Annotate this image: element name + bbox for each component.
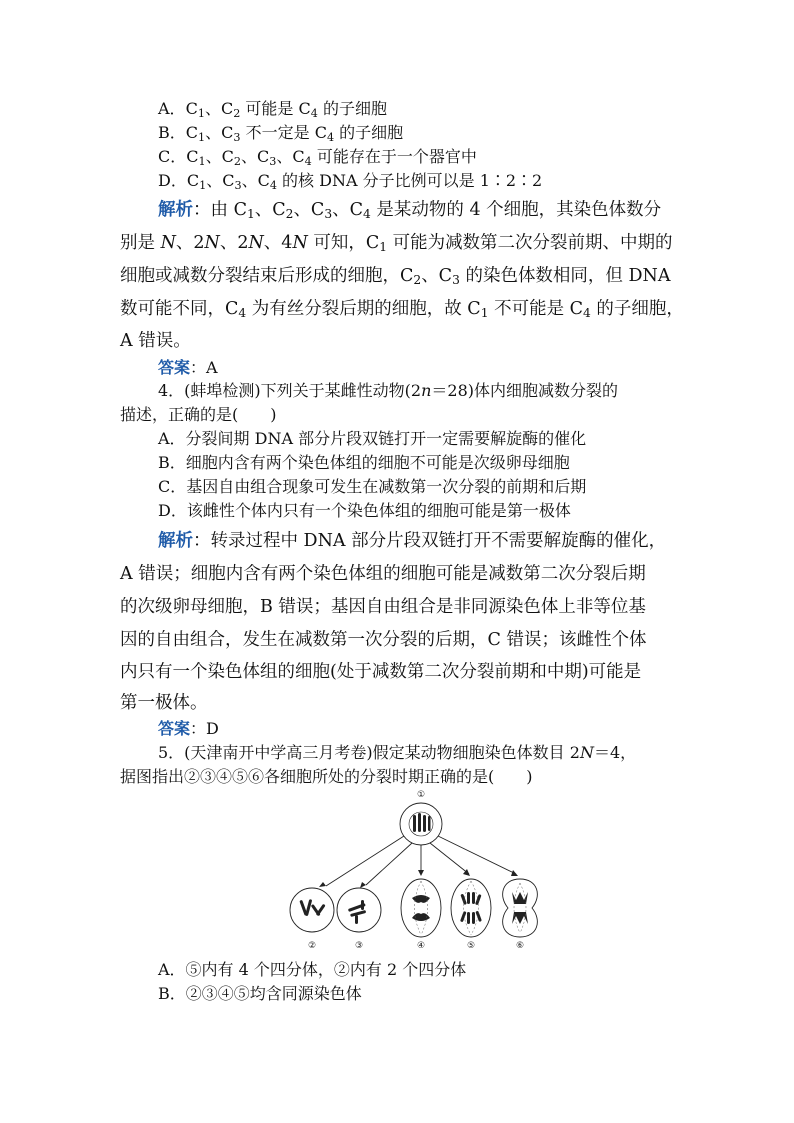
q4-analysis-line-5: 内只有一个染色体组的细胞(处于减数第二次分裂前期和中期)可能是: [120, 662, 642, 682]
q4-answer: 答案：D: [158, 719, 219, 738]
q3-answer: 答案：A: [158, 358, 218, 377]
q4-analysis-line-2: A 错误；细胞内含有两个染色体组的细胞可能是减数第二次分裂后期: [120, 564, 646, 584]
cell-6: [503, 879, 538, 937]
q4-analysis-line-6: 第一极体。: [120, 693, 208, 713]
q4-option-b: B．细胞内含有两个染色体组的细胞不可能是次级卵母细胞: [158, 453, 570, 472]
q4-stem-line-1: 4．(蚌埠检测)下列关于某雌性动物(2n＝28)体内细胞减数分裂的: [158, 381, 619, 400]
q3-option-a: A．$C_1$、$C_2$ 可能是 $C_4$ 的子细胞: [158, 99, 387, 120]
q4-analysis-line-1: 解析：转录过程中 DNA 部分片段双链打开不需要解旋酶的催化，: [158, 531, 667, 551]
q4-option-c: C．基因自由组合现象可发生在减数第一次分裂的前期和后期: [158, 477, 587, 496]
label-cell-5: ⑤: [466, 941, 476, 951]
arrow-to-cell-3: [366, 843, 412, 885]
label-cell-4: ④: [416, 941, 426, 951]
q5-option-a: A．⑤内有 4 个四分体，②内有 2 个四分体: [158, 960, 467, 979]
label-cell-6: ⑥: [515, 941, 525, 951]
arrow-to-cell-5: [430, 843, 469, 874]
q3-option-c: C．$C_1$、$C_2$、$C_3$、$C_4$ 可能存在于一个器官中: [158, 147, 477, 168]
cell-4: [401, 879, 441, 937]
label-cell-2: ②: [307, 941, 317, 951]
q3-analysis-line-4: 数可能不同，$C_4$ 为有丝分裂后期的细胞，故 $C_1$ 不可能是 $C_4$ 的子细胞，: [120, 299, 684, 321]
cell-5: [451, 879, 491, 937]
q4-option-a: A．分裂间期 DNA 部分片段双链打开一定需要解旋酶的催化: [158, 429, 587, 448]
q3-option-d: D．$C_1$、$C_3$、$C_4$ 的核 DNA 分子比例可以是 1∶2∶2: [158, 171, 543, 192]
q3-analysis-line-1: 解析：由 $C_1$、$C_2$、$C_3$、$C_4$ 是某动物的 4 个细胞，其染色体数分: [158, 200, 662, 222]
q4-analysis-line-4: 因的自由组合，发生在减数第一次分裂的后期，C 错误；该雌性个体: [120, 630, 647, 650]
label-cell-1: ①: [416, 790, 426, 800]
q3-analysis-line-5: A 错误。: [120, 331, 191, 351]
q4-stem-line-2: 描述，正确的是( ): [120, 405, 277, 424]
cell-division-diagram: [286, 788, 556, 953]
q5-stem-line-1: 5．(天津南开中学高三月考卷)假定某动物细胞染色体数目 2N＝4，: [158, 743, 637, 762]
q5-option-b: B．②③④⑤均含同源染色体: [158, 984, 362, 1003]
label-cell-3: ③: [354, 941, 364, 951]
q4-option-d: D．该雌性个体内只有一个染色体组的细胞可能是第一极体: [158, 501, 571, 520]
q4-analysis-line-3: 的次级卵母细胞，B 错误；基因自由组合是非同源染色体上非等位基: [120, 597, 646, 617]
cell-3: [337, 888, 381, 932]
q3-analysis-line-3: 细胞或减数分裂结束后形成的细胞，$C_2$、$C_3$ 的染色体数相同，但 DNA: [120, 266, 671, 288]
cell-2: [290, 888, 334, 932]
q5-stem-line-2: 据图指出②③④⑤⑥各细胞所处的分裂时期正确的是( ): [120, 767, 533, 786]
arrow-to-cell-6: [438, 836, 516, 874]
q3-analysis-line-2: 别是 N、2N、2N、4N 可知，$C_1$ 可能为减数第二次分裂前期、中期的: [120, 233, 673, 255]
q3-option-b: B．$C_1$、$C_3$ 不一定是 $C_4$ 的子细胞: [158, 123, 404, 144]
